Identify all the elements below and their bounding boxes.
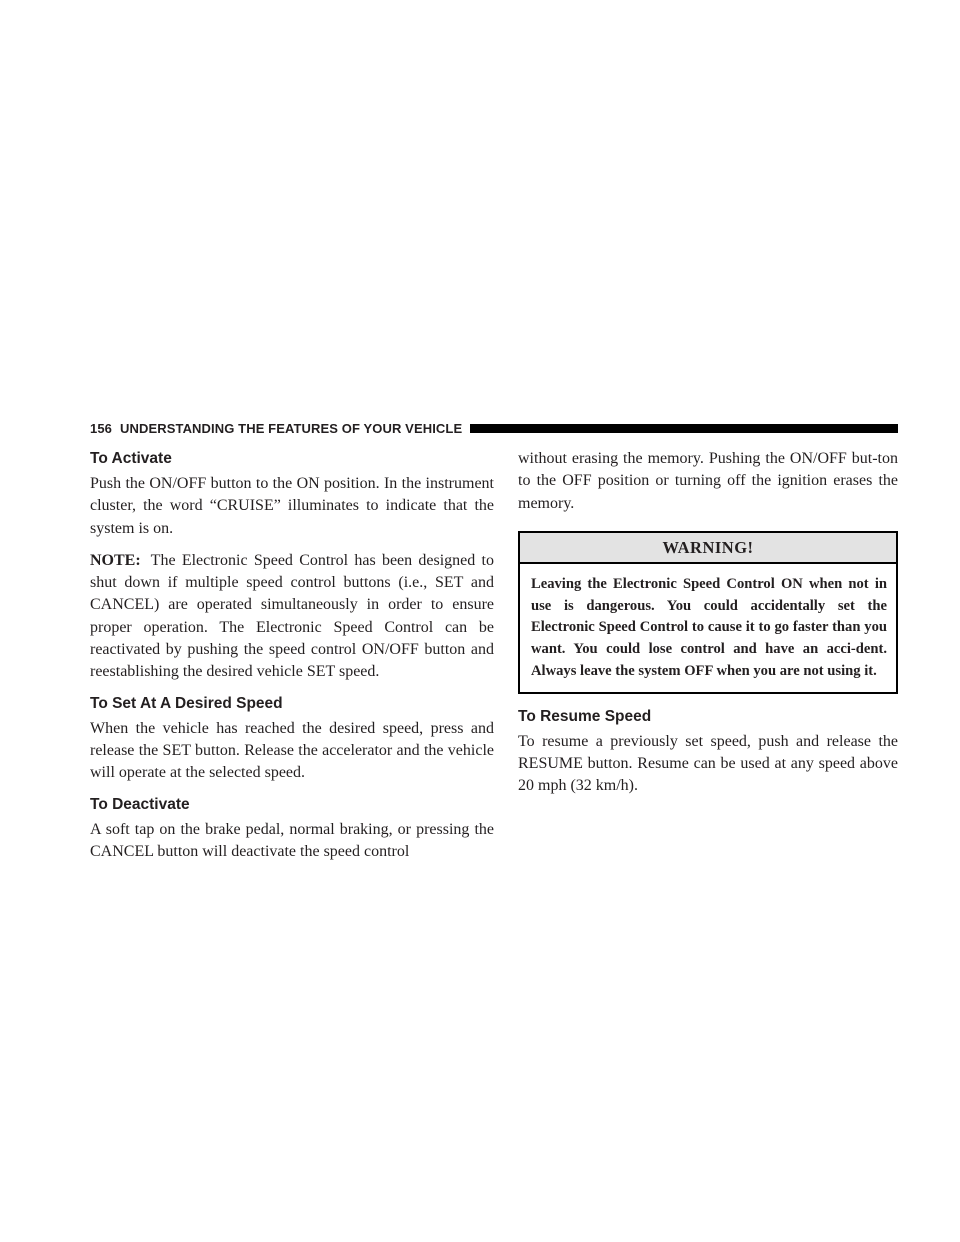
paragraph-continuation: without erasing the memory. Pushing the ON/OFF but-ton to the OFF position or turning off the ignition erases the memory. [518, 450, 898, 512]
right-column [518, 448, 898, 798]
page-header [90, 418, 898, 438]
paragraph-set-speed: When the vehicle has reached the desired speed, press and release the SET button. Release the accelerator and the vehicle will operate at the selected speed. [90, 719, 494, 782]
paragraph-deactivate: A soft tap on the brake pedal, normal braking, or pressing the CANCEL button will deactivate the speed control [90, 820, 494, 860]
heading-deactivate: To Deactivate [90, 795, 190, 813]
warning-text: Leaving the Electronic Speed Control ON when not in use is dangerous. You could accidentally set the Electronic Speed Control to cause it to go faster than you want. You could lose control and have an acci-dent. Always leave the system OFF when you are not using it. [531, 575, 887, 680]
heading-resume-speed: To Resume Speed [518, 707, 652, 725]
heading-set-speed: To Set At A Desired Speed [90, 694, 283, 712]
paragraph-to-activate: Push the ON/OFF button to the ON position. In the instrument cluster, the word “CRUISE” illuminates to indicate that the system is on. [90, 475, 494, 537]
warning-title: WARNING! [520, 533, 896, 564]
paragraph-resume-speed: To resume a previously set speed, push and release the RESUME button. Resume can be used at any speed above 20 mph (32 km/h). [518, 732, 898, 795]
left-column [90, 448, 494, 863]
page-number: 156 [90, 420, 112, 436]
header-rule [470, 424, 898, 433]
heading-to-activate: To Activate [90, 450, 172, 467]
warning-box [518, 531, 898, 694]
note-label: NOTE: [90, 551, 141, 569]
running-title: UNDERSTANDING THE FEATURES OF YOUR VEHICLE [120, 420, 463, 436]
note-text: The Electronic Speed Control has been designed to shut down if multiple speed control buttons (i.e., SET and CANCEL) are operated simultaneously in order to ensure proper operation. The Electronic Speed Control can be reactivated by pushing the speed control ON/OFF button and reestablishing the desired vehicle SET speed. [90, 551, 494, 681]
note-paragraph [90, 550, 494, 684]
